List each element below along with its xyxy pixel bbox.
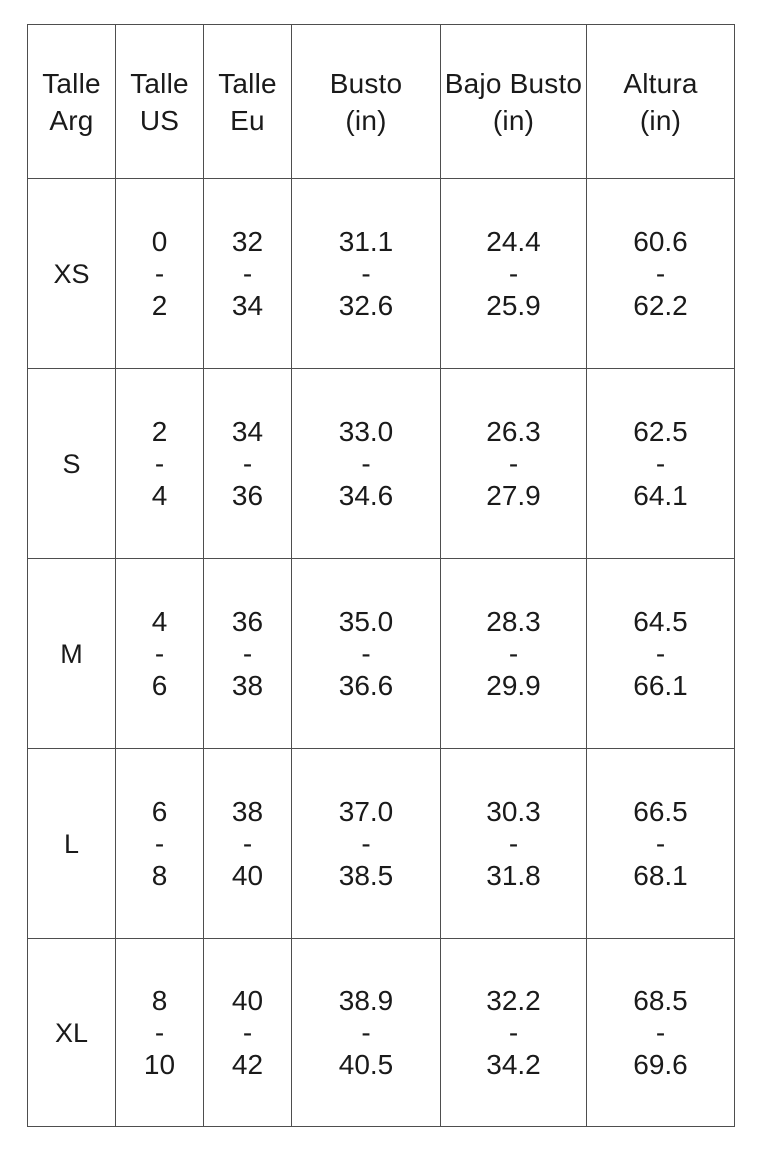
header-row [28,25,735,179]
range-min: 62.5 [633,416,688,447]
range-min: 40 [231,985,264,1016]
altura-range-cell [587,559,735,749]
range-dash: - [361,828,371,859]
range-max: 34.6 [338,480,394,511]
size-chart-table [27,24,735,1127]
range-min: 32.2 [486,985,541,1016]
us-range-cell [116,559,204,749]
range-min: 60.6 [633,226,688,257]
range-dash: - [655,1017,666,1048]
header-line: Bajo Busto [444,67,583,99]
table-row-m [28,559,735,749]
range-dash: - [154,448,165,479]
range-dash: - [154,828,165,859]
range-min: 66.5 [633,796,688,827]
eu-range-cell [204,749,292,939]
range-dash: - [242,828,253,859]
header-talle-eu [204,25,292,179]
header-bajo-busto [441,25,587,179]
busto-range-cell [292,939,441,1127]
range-min: 0 [151,226,168,257]
altura-range-cell [587,749,735,939]
size-label: M [60,638,83,669]
header-line: (in) [492,104,535,136]
header-line: Talle [130,67,189,99]
range-min: 26.3 [486,416,541,447]
us-range-cell [116,179,204,369]
header-line: Busto [329,67,403,99]
header-line: Altura [623,67,698,99]
range-min: 2 [151,416,168,447]
range-dash: - [655,638,666,669]
range-min: 31.1 [338,226,394,257]
busto-range-cell [292,179,441,369]
table-row-xs [28,179,735,369]
range-max: 6 [151,670,168,701]
range-max: 36 [231,480,264,511]
us-range-cell [116,369,204,559]
range-max: 8 [151,860,168,891]
range-max: 66.1 [633,670,688,701]
header-altura [587,25,735,179]
header-line: Talle [42,67,101,99]
eu-range-cell [204,559,292,749]
range-min: 33.0 [338,416,394,447]
size-cell [28,179,116,369]
range-min: 34 [231,416,264,447]
size-cell [28,369,116,559]
size-label: S [62,448,81,479]
busto-range-cell [292,369,441,559]
busto-range-cell [292,749,441,939]
bajo-busto-range-cell [441,939,587,1127]
range-max: 38.5 [338,860,394,891]
range-min: 24.4 [486,226,541,257]
size-cell [28,939,116,1127]
range-max: 34 [231,290,264,321]
range-min: 8 [151,985,168,1016]
header-busto [292,25,441,179]
table-row-xl [28,939,735,1127]
range-dash: - [242,448,253,479]
header-line: (in) [639,104,682,136]
altura-range-cell [587,369,735,559]
range-min: 38.9 [338,985,394,1016]
range-dash: - [655,828,666,859]
range-max: 32.6 [338,290,394,321]
range-dash: - [154,1017,165,1048]
range-dash: - [655,258,666,289]
size-label: XL [54,1017,89,1048]
header-line: Arg [49,104,94,136]
range-min: 4 [151,606,168,637]
range-dash: - [242,258,253,289]
header-line: US [139,104,180,136]
header-talle-us [116,25,204,179]
bajo-busto-range-cell [441,559,587,749]
eu-range-cell [204,369,292,559]
range-max: 42 [231,1049,264,1080]
range-max: 69.6 [633,1049,688,1080]
range-min: 36 [231,606,264,637]
size-label: XS [53,258,90,289]
range-max: 27.9 [486,480,541,511]
range-max: 64.1 [633,480,688,511]
altura-range-cell [587,939,735,1127]
range-min: 64.5 [633,606,688,637]
range-min: 37.0 [338,796,394,827]
table-row-s [28,369,735,559]
range-dash: - [361,258,371,289]
range-min: 30.3 [486,796,541,827]
header-talle-arg [28,25,116,179]
range-min: 68.5 [633,985,688,1016]
range-min: 32 [231,226,264,257]
range-dash: - [655,448,666,479]
range-dash: - [361,448,371,479]
range-dash: - [508,258,519,289]
size-label: L [63,828,80,859]
range-max: 25.9 [486,290,541,321]
range-dash: - [242,638,253,669]
range-dash: - [508,1017,519,1048]
altura-range-cell [587,179,735,369]
range-max: 34.2 [486,1049,541,1080]
range-dash: - [154,638,165,669]
range-dash: - [508,638,519,669]
range-max: 4 [151,480,168,511]
us-range-cell [116,939,204,1127]
range-dash: - [361,638,371,669]
size-cell [28,749,116,939]
table-row-l [28,749,735,939]
busto-range-cell [292,559,441,749]
header-line: Eu [230,104,265,136]
range-min: 38 [231,796,264,827]
range-max: 68.1 [633,860,688,891]
range-min: 35.0 [338,606,394,637]
range-max: 62.2 [633,290,688,321]
bajo-busto-range-cell [441,369,587,559]
range-dash: - [508,828,519,859]
range-max: 10 [143,1049,176,1080]
range-dash: - [154,258,165,289]
range-max: 31.8 [486,860,541,891]
eu-range-cell [204,939,292,1127]
bajo-busto-range-cell [441,179,587,369]
range-dash: - [361,1017,371,1048]
range-max: 38 [231,670,264,701]
eu-range-cell [204,179,292,369]
range-max: 2 [151,290,168,321]
header-line: (in) [345,104,387,136]
bajo-busto-range-cell [441,749,587,939]
header-line: Talle [218,67,277,99]
range-min: 28.3 [486,606,541,637]
size-cell [28,559,116,749]
range-max: 40 [231,860,264,891]
range-max: 36.6 [338,670,394,701]
range-max: 40.5 [338,1049,394,1080]
range-max: 29.9 [486,670,541,701]
range-dash: - [242,1017,253,1048]
range-dash: - [508,448,519,479]
us-range-cell [116,749,204,939]
range-min: 6 [151,796,168,827]
